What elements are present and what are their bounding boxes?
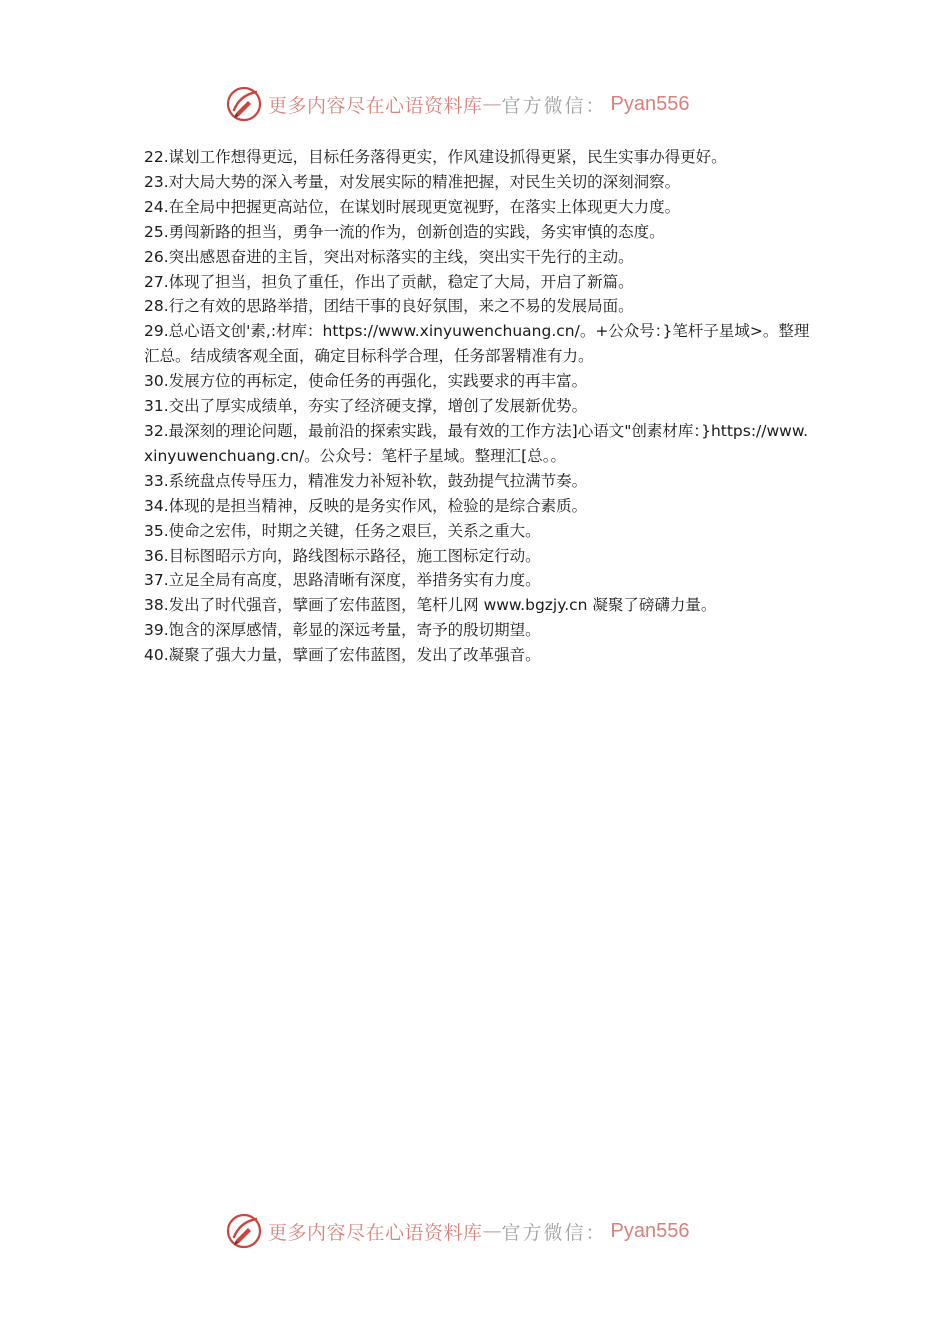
banner-wechat-id: Pyan556 — [610, 92, 690, 115]
banner-dash: — — [482, 1220, 502, 1242]
list-item: 28.行之有效的思路举措，团结干事的良好氛围，来之不易的发展局面。 — [144, 297, 634, 316]
banner-wechat-label: 官方微信： — [501, 94, 607, 117]
list-item: 26.突出感恩奋进的主旨，突出对标落实的主线，突出实干先行的主动。 — [144, 247, 634, 266]
pen-logo-icon — [226, 86, 262, 122]
list-item: 25.勇闯新路的担当，勇争一流的作为，创新创造的实践，务实审慎的态度。 — [144, 222, 665, 241]
list-item: 38.发出了时代强音，擘画了宏伟蓝图，笔杆儿网 www.bgzjy.cn 凝聚了磅礴力量。 — [144, 596, 717, 615]
list-item: 39.饱含的深厚感情，彰显的深远考量，寄予的殷切期望。 — [144, 621, 541, 640]
list-item: 36.目标图昭示方向，路线图标示路径，施工图标定行动。 — [144, 546, 541, 565]
list-item: 37.立足全局有高度，思路清晰有深度，举措务实有力度。 — [144, 571, 541, 590]
pen-logo-icon — [226, 1213, 262, 1249]
banner-wechat-id: Pyan556 — [610, 1219, 690, 1242]
list-item: 24.在全局中把握更高站位，在谋划时展现更宽视野，在落实上体现更大力度。 — [144, 197, 681, 216]
list-item: 32.最深刻的理论问题，最前沿的探索实践，最有效的工作方法]心语文"创素材库：}https://www.xinyuwenchuang.cn/。公众号：笔杆子星域。整理汇[总。。 — [144, 421, 809, 465]
list-item: 27.体现了担当，担负了重任，作出了贡献，稳定了大局，开启了新篇。 — [144, 272, 634, 291]
list-item: 22.谋划工作想得更远，目标任务落得更实，作风建设抓得更紧，民生实事办得更好。 — [144, 148, 727, 166]
banner-wechat-label: 官方微信： — [501, 1221, 607, 1244]
list-item: 40.凝聚了强大力量，擘画了宏伟蓝图，发出了改革强音。 — [144, 646, 541, 665]
list-item: 33.系统盘点传导压力，精准发力补短补软，鼓劲提气拉满节奏。 — [144, 471, 588, 490]
list-item: 31.交出了厚实成绩单，夯实了经济硬支撑，增创了发展新优势。 — [144, 397, 588, 416]
list-item: 34.体现的是担当精神，反映的是务实作风，检验的是综合素质。 — [144, 496, 588, 515]
banner-title: 更多内容尽在心语资料库 — [268, 94, 483, 117]
list-item: 23.对大局大势的深入考量，对发展实际的精准把握，对民生关切的深刻洞察。 — [144, 172, 681, 191]
document-body — [144, 145, 812, 668]
list-item: 29.总心语文创'素,:材库：https://www.xinyuwenchuang.cn/。+公众号：}笔杆子星域>。整理汇总。结成绩客观全面，确定目标科学合理，任务部署精准有力。 — [144, 322, 810, 366]
banner-title: 更多内容尽在心语资料库 — [268, 1221, 483, 1244]
banner-dash: — — [482, 93, 502, 115]
header-banner — [226, 84, 746, 124]
footer-banner — [226, 1211, 746, 1251]
list-item: 35.使命之宏伟，时期之关键，任务之艰巨，关系之重大。 — [144, 521, 541, 540]
list-item: 30.发展方位的再标定，使命任务的再强化，实践要求的再丰富。 — [144, 372, 588, 391]
